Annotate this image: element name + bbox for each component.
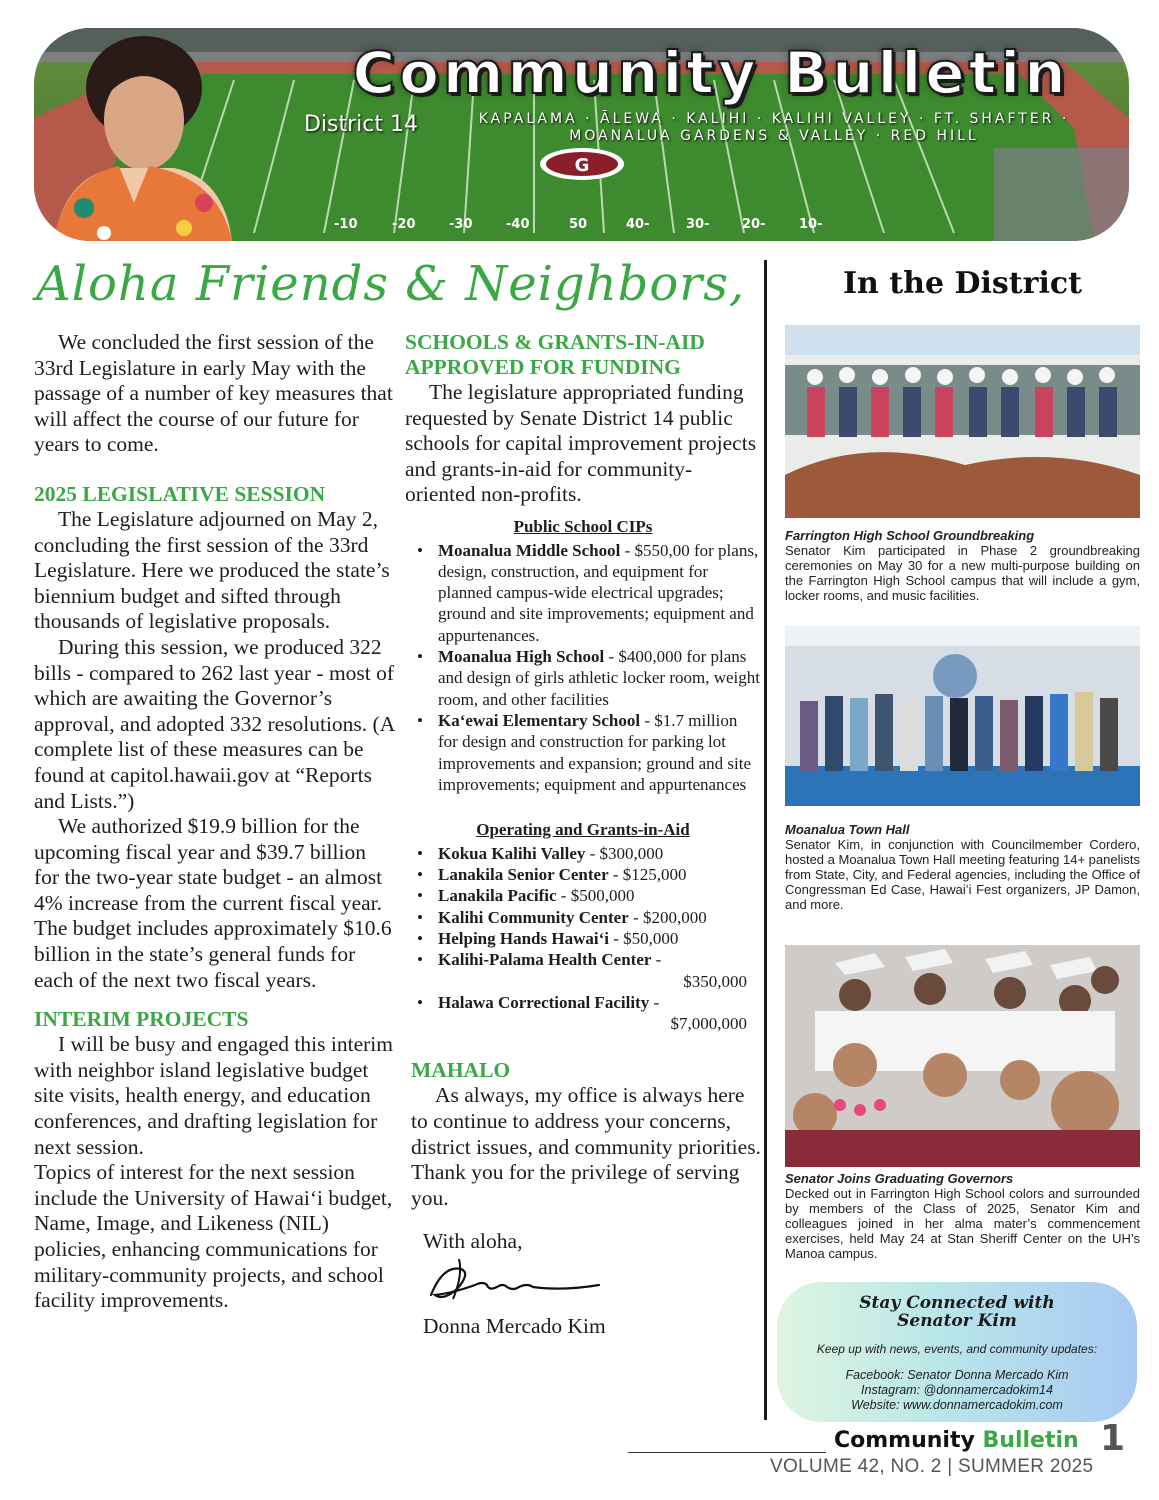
list-item — [405, 928, 761, 949]
header-banner — [34, 28, 1129, 241]
item-name: Halawa Correctional Facility — [438, 992, 650, 1012]
interim-paragraph: Topics of interest for the next session include the University of Hawaiʻi budget, Name, Image, and Likeness (NIL) policies, enhancing communications for military-community projects, and school facility improvements. — [34, 1160, 393, 1313]
interim-heading: INTERIM PROJECTS — [34, 1007, 249, 1032]
closing-text: With aloha, — [423, 1229, 523, 1254]
footer-title-part: Bulletin — [982, 1428, 1079, 1453]
volume-info: VOLUME 42, NO. 2 | SUMMER 2025 — [770, 1456, 1094, 1477]
story-text: Decked out in Farrington High School colors and surrounded by members of the Class of 2025, Senator Kim and colleagues joined in her alma mater’s commencement exercises, held May 24 at Stan Sheriff Center on the UH’s Manoa campus. — [785, 1186, 1140, 1261]
list-item: • Kalihi-Palama Health Center - $350,000 — [405, 949, 761, 992]
greeting-heading: Aloha Friends & Neighbors, — [36, 256, 746, 312]
item-name: Moanalua High School — [438, 647, 605, 667]
list-item — [405, 864, 761, 885]
yard-number: 50 — [569, 217, 588, 232]
story-title: Farrington High School Groundbreaking — [785, 528, 1035, 543]
item-amount: - $500,000 — [556, 886, 635, 906]
instagram-link[interactable]: Instagram: @donnamercadokim14 — [861, 1383, 1053, 1397]
item-name: Helping Hands Hawaiʻi — [438, 928, 609, 948]
list-item — [405, 710, 761, 795]
yard-number: -30 — [449, 217, 473, 232]
item-name: Kalihi-Palama Health Center — [438, 950, 652, 970]
sidebar-title: In the District — [843, 266, 1082, 301]
grants-heading: Operating and Grants-in-Aid — [476, 820, 690, 840]
bulletin-title: Community Bulletin — [352, 39, 1070, 107]
item-amount: $350,000 — [683, 971, 747, 991]
yard-numbers — [334, 217, 823, 232]
mahalo-heading: MAHALO — [411, 1058, 511, 1083]
areas-line: KAPALAMA · ĀLEWA · KALIHI · KALIHI VALLEY · FT. SHAFTER · — [478, 111, 1070, 127]
item-name: Kokua Kalihi Valley — [438, 843, 586, 863]
session-paragraph: The Legislature adjourned on May 2, concluding the first session of the 33rd Legislature. Here we produced the state’s biennium budget and sifted through thousands of legislative proposals. — [34, 506, 390, 634]
grants-list — [405, 843, 761, 1035]
schools-paragraph: The legislature appropriated funding requested by Senate District 14 public schools for capital improvement projects and grants-in-aid for community-oriented non-profits. — [405, 380, 757, 507]
list-item — [405, 907, 761, 928]
item-amount: $7,000,000 — [670, 1014, 747, 1034]
footer-title — [834, 1428, 1079, 1453]
list-item — [405, 540, 761, 646]
interim-paragraph: I will be busy and engaged this interim with neighbor island legislative budget site visits, health energy, and education conferences, and drafting legislation for next session. — [34, 1032, 393, 1159]
cip-list — [405, 540, 761, 796]
yard-number: -10 — [334, 217, 358, 232]
story-caption — [785, 822, 1140, 912]
item-amount: - $50,000 — [608, 928, 679, 948]
footer-rule — [628, 1452, 826, 1453]
connect-title-line: Stay Connected with — [859, 1293, 1055, 1313]
district-label: District 14 — [304, 112, 419, 137]
senator-portrait-image — [34, 28, 234, 241]
town-hall-photo — [785, 626, 1140, 806]
item-amount: - $125,000 — [608, 865, 687, 885]
field-logo: G — [574, 155, 590, 176]
yard-number: 20- — [742, 217, 766, 232]
letter-column-right — [405, 330, 761, 1339]
district-areas — [454, 111, 1094, 145]
stay-connected-box — [777, 1282, 1137, 1422]
yard-number: -40 — [506, 217, 530, 232]
signature-block — [405, 1229, 761, 1339]
areas-line: MOANALUA GARDENS & VALLEY · RED HILL — [569, 128, 979, 144]
yard-number: 10- — [799, 217, 823, 232]
story-caption — [785, 1171, 1140, 1261]
facebook-link[interactable]: Facebook: Senator Donna Mercado Kim — [845, 1368, 1069, 1382]
page-number: 1 — [1100, 1418, 1126, 1459]
graduation-photo — [785, 945, 1140, 1167]
session-paragraph: We authorized $19.9 billion for the upcoming fiscal year and $39.7 billion for the two-year state budget - an almost 4% increase from the current fiscal year. The budget includes approximately $10.6 billion in the state’s general funds for each of the next two fiscal years. — [34, 814, 392, 992]
item-text: - $1.7 million for design and construction for parking lot improvements and expansion; ground and site improvements; equipment and appurtenances — [438, 710, 752, 794]
item-name: Moanalua Middle School — [438, 540, 621, 560]
signer-name: Donna Mercado Kim — [423, 1313, 606, 1338]
signature-image — [423, 1255, 603, 1307]
mahalo-paragraph: As always, my office is always here to continue to address your concerns, district issues, and community priorities. Thank you for the privilege of serving you. — [411, 1083, 761, 1210]
intro-paragraph: We concluded the first session of the 33rd Legislature in early May with the passage of a number of key measures that will affect the course of our future for years to come. — [34, 330, 393, 457]
story-title: Senator Joins Graduating Governors — [785, 1171, 1014, 1186]
footer-title-part: Community — [834, 1428, 975, 1453]
yard-number: 30- — [686, 217, 710, 232]
session-heading: 2025 LEGISLATIVE SESSION — [34, 481, 326, 506]
list-item — [405, 843, 761, 864]
story-title: Moanalua Town Hall — [785, 822, 910, 837]
column-divider — [764, 260, 767, 1420]
item-text: - $400,000 for plans and design of girls athletic locker room, weight room, and other facilities — [438, 647, 760, 709]
story-text: Senator Kim participated in Phase 2 groundbreaking ceremonies on May 30 for a new multi-purpose building on the Farrington High School campus that will include a gym, locker rooms, and music facilities. — [785, 543, 1140, 603]
website-link[interactable]: Website: www.donnamercadokim.com — [851, 1398, 1063, 1412]
list-item: • Halawa Correctional Facility - $7,000,000 — [405, 992, 761, 1035]
session-paragraph: During this session, we produced 322 bills - compared to 262 last year - most of which are awaiting the Governor’s approval, and adopted 332 resolutions. (A complete list of these measures can be found at capitol.hawaii.gov at “Reports and Lists.”) — [34, 634, 395, 813]
cip-heading: Public School CIPs — [513, 516, 653, 536]
schools-heading: SCHOOLS & GRANTS-IN-AID APPROVED FOR FUNDING — [405, 330, 705, 379]
connect-title-line: Senator Kim — [897, 1311, 1017, 1331]
item-name: Lanakila Pacific — [438, 886, 557, 906]
groundbreaking-photo — [785, 325, 1140, 518]
story-caption — [785, 528, 1140, 603]
item-name: Lanakila Senior Center — [438, 865, 609, 885]
story-text: Senator Kim, in conjunction with Councilmember Cordero, hosted a Moanalua Town Hall meeting featuring 14+ panelists from State, City, and Federal agencies, including the Office of Congressman Ed Case, Hawaiʻi Fest organizers, JP Damon, and more. — [785, 837, 1140, 912]
list-item — [405, 646, 761, 710]
letter-column-left — [34, 330, 396, 1314]
yard-number: 40- — [626, 217, 650, 232]
yard-number: -20 — [392, 217, 416, 232]
item-text: - $550,00 for plans, design, construction, and equipment for planned campus-wide electrical upgrades; ground and site improvements; equipment and appurtenances. — [438, 540, 759, 645]
item-name: Kalihi Community Center — [438, 907, 629, 927]
item-amount: - $200,000 — [628, 907, 707, 927]
list-item — [405, 885, 761, 906]
connect-title — [777, 1294, 1137, 1330]
item-amount: - $300,000 — [585, 843, 664, 863]
connect-subtitle: Keep up with news, events, and community updates: — [816, 1342, 1098, 1356]
item-name: Kaʻewai Elementary School — [438, 710, 641, 730]
